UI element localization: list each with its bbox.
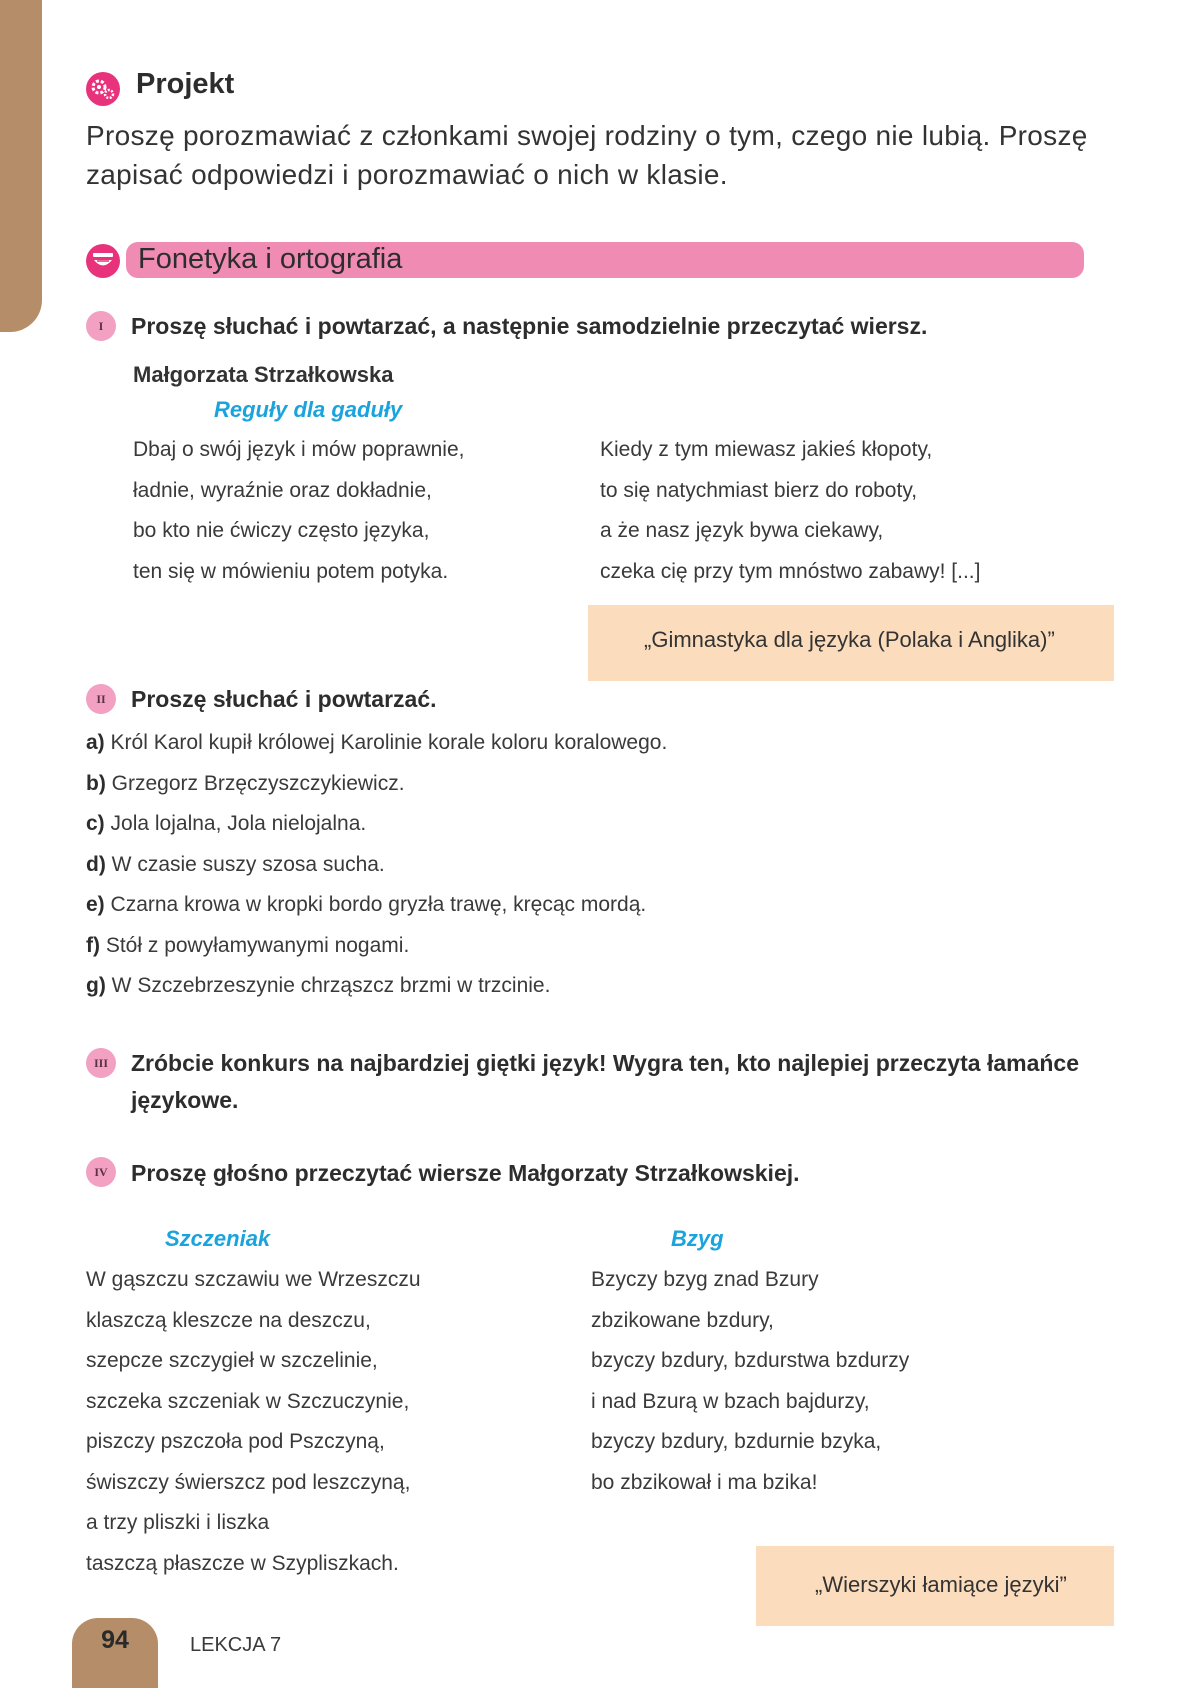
list-item <box>86 845 667 886</box>
poem-title: Szczeniak <box>165 1226 271 1251</box>
exercise-2-title: Proszę słuchać i powtarzać. <box>131 686 437 712</box>
item-label: e) <box>86 893 105 916</box>
poem-stanza-2 <box>600 430 980 592</box>
poem-line: taszczą płaszcze w Szypliszkach. <box>86 1551 399 1575</box>
item-text: Stół z powyłamywanymi nogami. <box>105 933 410 957</box>
item-text: W czasie suszy szosa sucha. <box>111 852 385 876</box>
poem-author: Małgorzata Strzałkowska <box>133 362 394 387</box>
tongue-twister-list <box>86 723 667 1007</box>
exercise-number-badge: II <box>86 684 116 714</box>
mouth-icon <box>86 244 120 278</box>
poem-line: to się natychmiast bierz do roboty, <box>600 478 918 502</box>
poem-line: bzyczy bzdury, bzdurnie bzyka, <box>591 1430 882 1453</box>
item-text: Jola lojalna, Jola nielojalna. <box>110 812 367 835</box>
project-title: Projekt <box>136 68 235 100</box>
item-label: f) <box>86 933 100 957</box>
poem-line: W gąszczu szczawiu we Wrzeszczu <box>86 1268 421 1291</box>
poem-line: a że nasz język bywa ciekawy, <box>600 519 884 542</box>
item-label: d) <box>86 852 106 876</box>
lesson-label: LEKCJA 7 <box>190 1634 282 1656</box>
poem-line: a trzy pliszki i liszka <box>86 1511 270 1534</box>
poem-title: Bzyg <box>671 1226 724 1251</box>
poem-title: Reguły dla gaduły <box>214 397 403 422</box>
exercise-4-title: Proszę głośno przeczytać wiersze Małgorzaty Strzałkowskiej. <box>131 1160 800 1186</box>
poem-line: szepcze szczygieł w szczelinie, <box>86 1349 378 1372</box>
poem-line: czeka cię przy tym mnóstwo zabawy! [...] <box>600 559 981 583</box>
exercise-1-title: Proszę słuchać i powtarzać, a następnie samodzielnie przeczytać wiersz. <box>131 313 928 339</box>
page-number: 94 <box>101 1626 129 1654</box>
exercise-number-badge: III <box>86 1048 116 1078</box>
poem-szczeniak <box>86 1260 421 1584</box>
item-text: Czarna krowa w kropki bordo gryzła trawę, kręcąc mordą. <box>110 893 647 916</box>
poem-line: i nad Bzurą w bzach bajdurzy, <box>591 1389 870 1413</box>
project-text: Proszę porozmawiać z członkami swojej rodziny o tym, czego nie lubią. Proszę zapisać odpowiedzi i porozmawiać o nich w klasie. <box>86 120 1088 190</box>
item-text: Król Karol kupił królowej Karolinie korale koloru koralowego. <box>110 731 668 754</box>
poem-line: bo zbzikował i ma bzika! <box>591 1470 818 1494</box>
poem-bzyg <box>591 1260 909 1503</box>
poem-line: klaszczą kleszcze na deszczu, <box>86 1308 371 1332</box>
item-label: g) <box>86 974 106 997</box>
poem-line: ten się w mówieniu potem potyka. <box>133 559 449 583</box>
poem-line: Kiedy z tym miewasz jakieś kłopoty, <box>600 438 933 461</box>
gears-icon <box>86 72 120 106</box>
poem-line: piszczy pszczoła pod Pszczyną, <box>86 1430 385 1453</box>
list-item <box>86 764 667 805</box>
poem-line: bo kto nie ćwiczy często języka, <box>133 519 430 542</box>
poem-line: bzyczy bzdury, bzdurstwa bzdurzy <box>591 1349 910 1372</box>
item-text: Grzegorz Brzęczyszczykiewicz. <box>111 771 405 795</box>
poem-line: Dbaj o swój język i mów poprawnie, <box>133 438 465 461</box>
poem-line: ładnie, wyraźnie oraz dokładnie, <box>133 478 432 502</box>
poem-line: szczeka szczeniak w Szczuczynie, <box>86 1389 410 1413</box>
item-label: b) <box>86 771 106 795</box>
side-tab <box>0 0 42 332</box>
item-label: a) <box>86 731 105 754</box>
poem-stanza-1 <box>133 430 464 592</box>
list-item <box>86 804 667 845</box>
source-citation: „Wierszyki łamiące języki” <box>815 1572 1067 1597</box>
section-title: Fonetyka i ortografia <box>138 243 403 275</box>
poem-line: świszczy świerszcz pod leszczyną, <box>86 1470 411 1494</box>
exercise-number-badge: I <box>86 311 116 341</box>
source-citation: „Gimnastyka dla języka (Polaka i Anglika)” <box>644 627 1055 652</box>
exercise-number-badge: IV <box>86 1157 116 1187</box>
poem-line: zbzikowane bzdury, <box>591 1308 774 1332</box>
exercise-3-title-line-2: językowe. <box>131 1087 239 1113</box>
list-item <box>86 885 667 926</box>
exercise-3-title-line-1: Zróbcie konkurs na najbardziej giętki język! Wygra ten, kto najlepiej przeczyta łamańce <box>131 1050 1079 1076</box>
list-item <box>86 723 667 764</box>
list-item <box>86 966 667 1007</box>
item-label: c) <box>86 812 105 835</box>
item-text: W Szczebrzeszynie chrząszcz brzmi w trzcinie. <box>111 974 551 997</box>
poem-line: Bzyczy bzyg znad Bzury <box>591 1268 819 1291</box>
list-item <box>86 926 667 967</box>
